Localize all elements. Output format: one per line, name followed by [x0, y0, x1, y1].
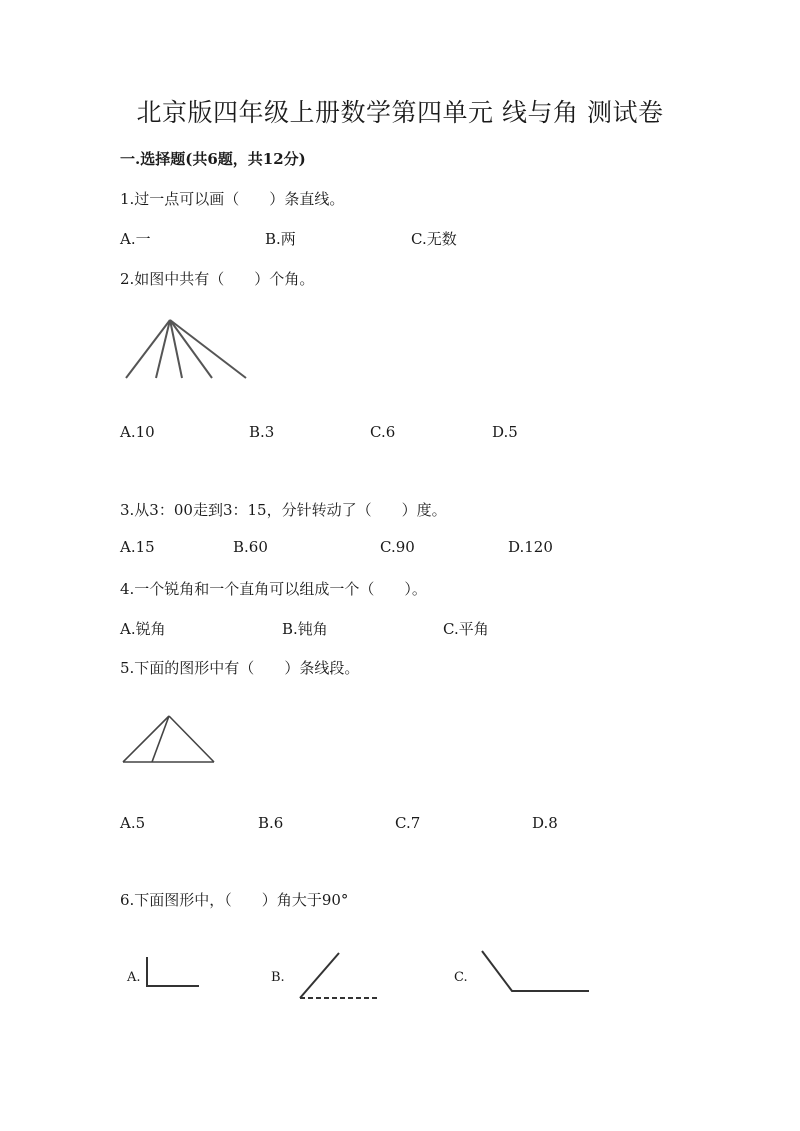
q6-label-b[interactable]: B.: [271, 970, 285, 985]
q6-right-angle-figure: [144, 955, 204, 990]
q5-option-c[interactable]: C.7: [395, 814, 421, 832]
question-2: 2.如图中共有（ ）个角。: [120, 270, 315, 288]
question-3: 3.从3：00走到3：15，分针转动了（ ）度。: [120, 501, 447, 519]
ray-line: [170, 320, 246, 378]
q6-label-c[interactable]: C.: [454, 970, 468, 985]
q6-acute-angle-figure: [297, 950, 382, 1002]
q2-option-c[interactable]: C.6: [370, 423, 396, 441]
q3-option-c[interactable]: C.90: [380, 538, 415, 556]
q1-option-a[interactable]: A.一: [120, 230, 151, 248]
q2-option-d[interactable]: D.5: [492, 423, 518, 441]
question-4: 4.一个锐角和一个直角可以组成一个（ ）。: [120, 580, 427, 598]
q1-option-b[interactable]: B.两: [265, 230, 296, 248]
q2-option-a[interactable]: A.10: [120, 423, 155, 441]
q5-option-a[interactable]: A.5: [120, 814, 146, 832]
q2-option-b[interactable]: B.3: [249, 423, 275, 441]
q4-option-a[interactable]: A.锐角: [120, 620, 166, 638]
q1-option-c[interactable]: C.无数: [411, 230, 457, 248]
q3-option-d[interactable]: D.120: [508, 538, 553, 556]
q6-obtuse-angle-figure: [478, 948, 593, 996]
q3-option-b[interactable]: B.60: [233, 538, 268, 556]
triangle-left-side: [123, 716, 169, 762]
triangle-right-side: [169, 716, 214, 762]
page-title: 北京版四年级上册数学第四单元 线与角 测试卷: [136, 98, 664, 127]
q2-rays-figure: [120, 315, 250, 385]
q6-label-a[interactable]: A.: [127, 970, 141, 985]
triangle-inner-segment: [152, 716, 169, 762]
question-1: 1.过一点可以画（ ）条直线。: [120, 190, 345, 208]
question-5: 5.下面的图形中有（ ）条线段。: [120, 659, 360, 677]
q5-option-b[interactable]: B.6: [258, 814, 284, 832]
q3-option-a[interactable]: A.15: [120, 538, 155, 556]
q5-option-d[interactable]: D.8: [532, 814, 558, 832]
question-6: 6.下面图形中，（ ）角大于90°: [120, 891, 349, 909]
section-heading: 一.选择题(共6题，共12分): [120, 150, 306, 168]
q4-option-c[interactable]: C.平角: [443, 620, 489, 638]
q5-triangle-figure: [120, 713, 220, 765]
q4-option-b[interactable]: B.钝角: [282, 620, 328, 638]
